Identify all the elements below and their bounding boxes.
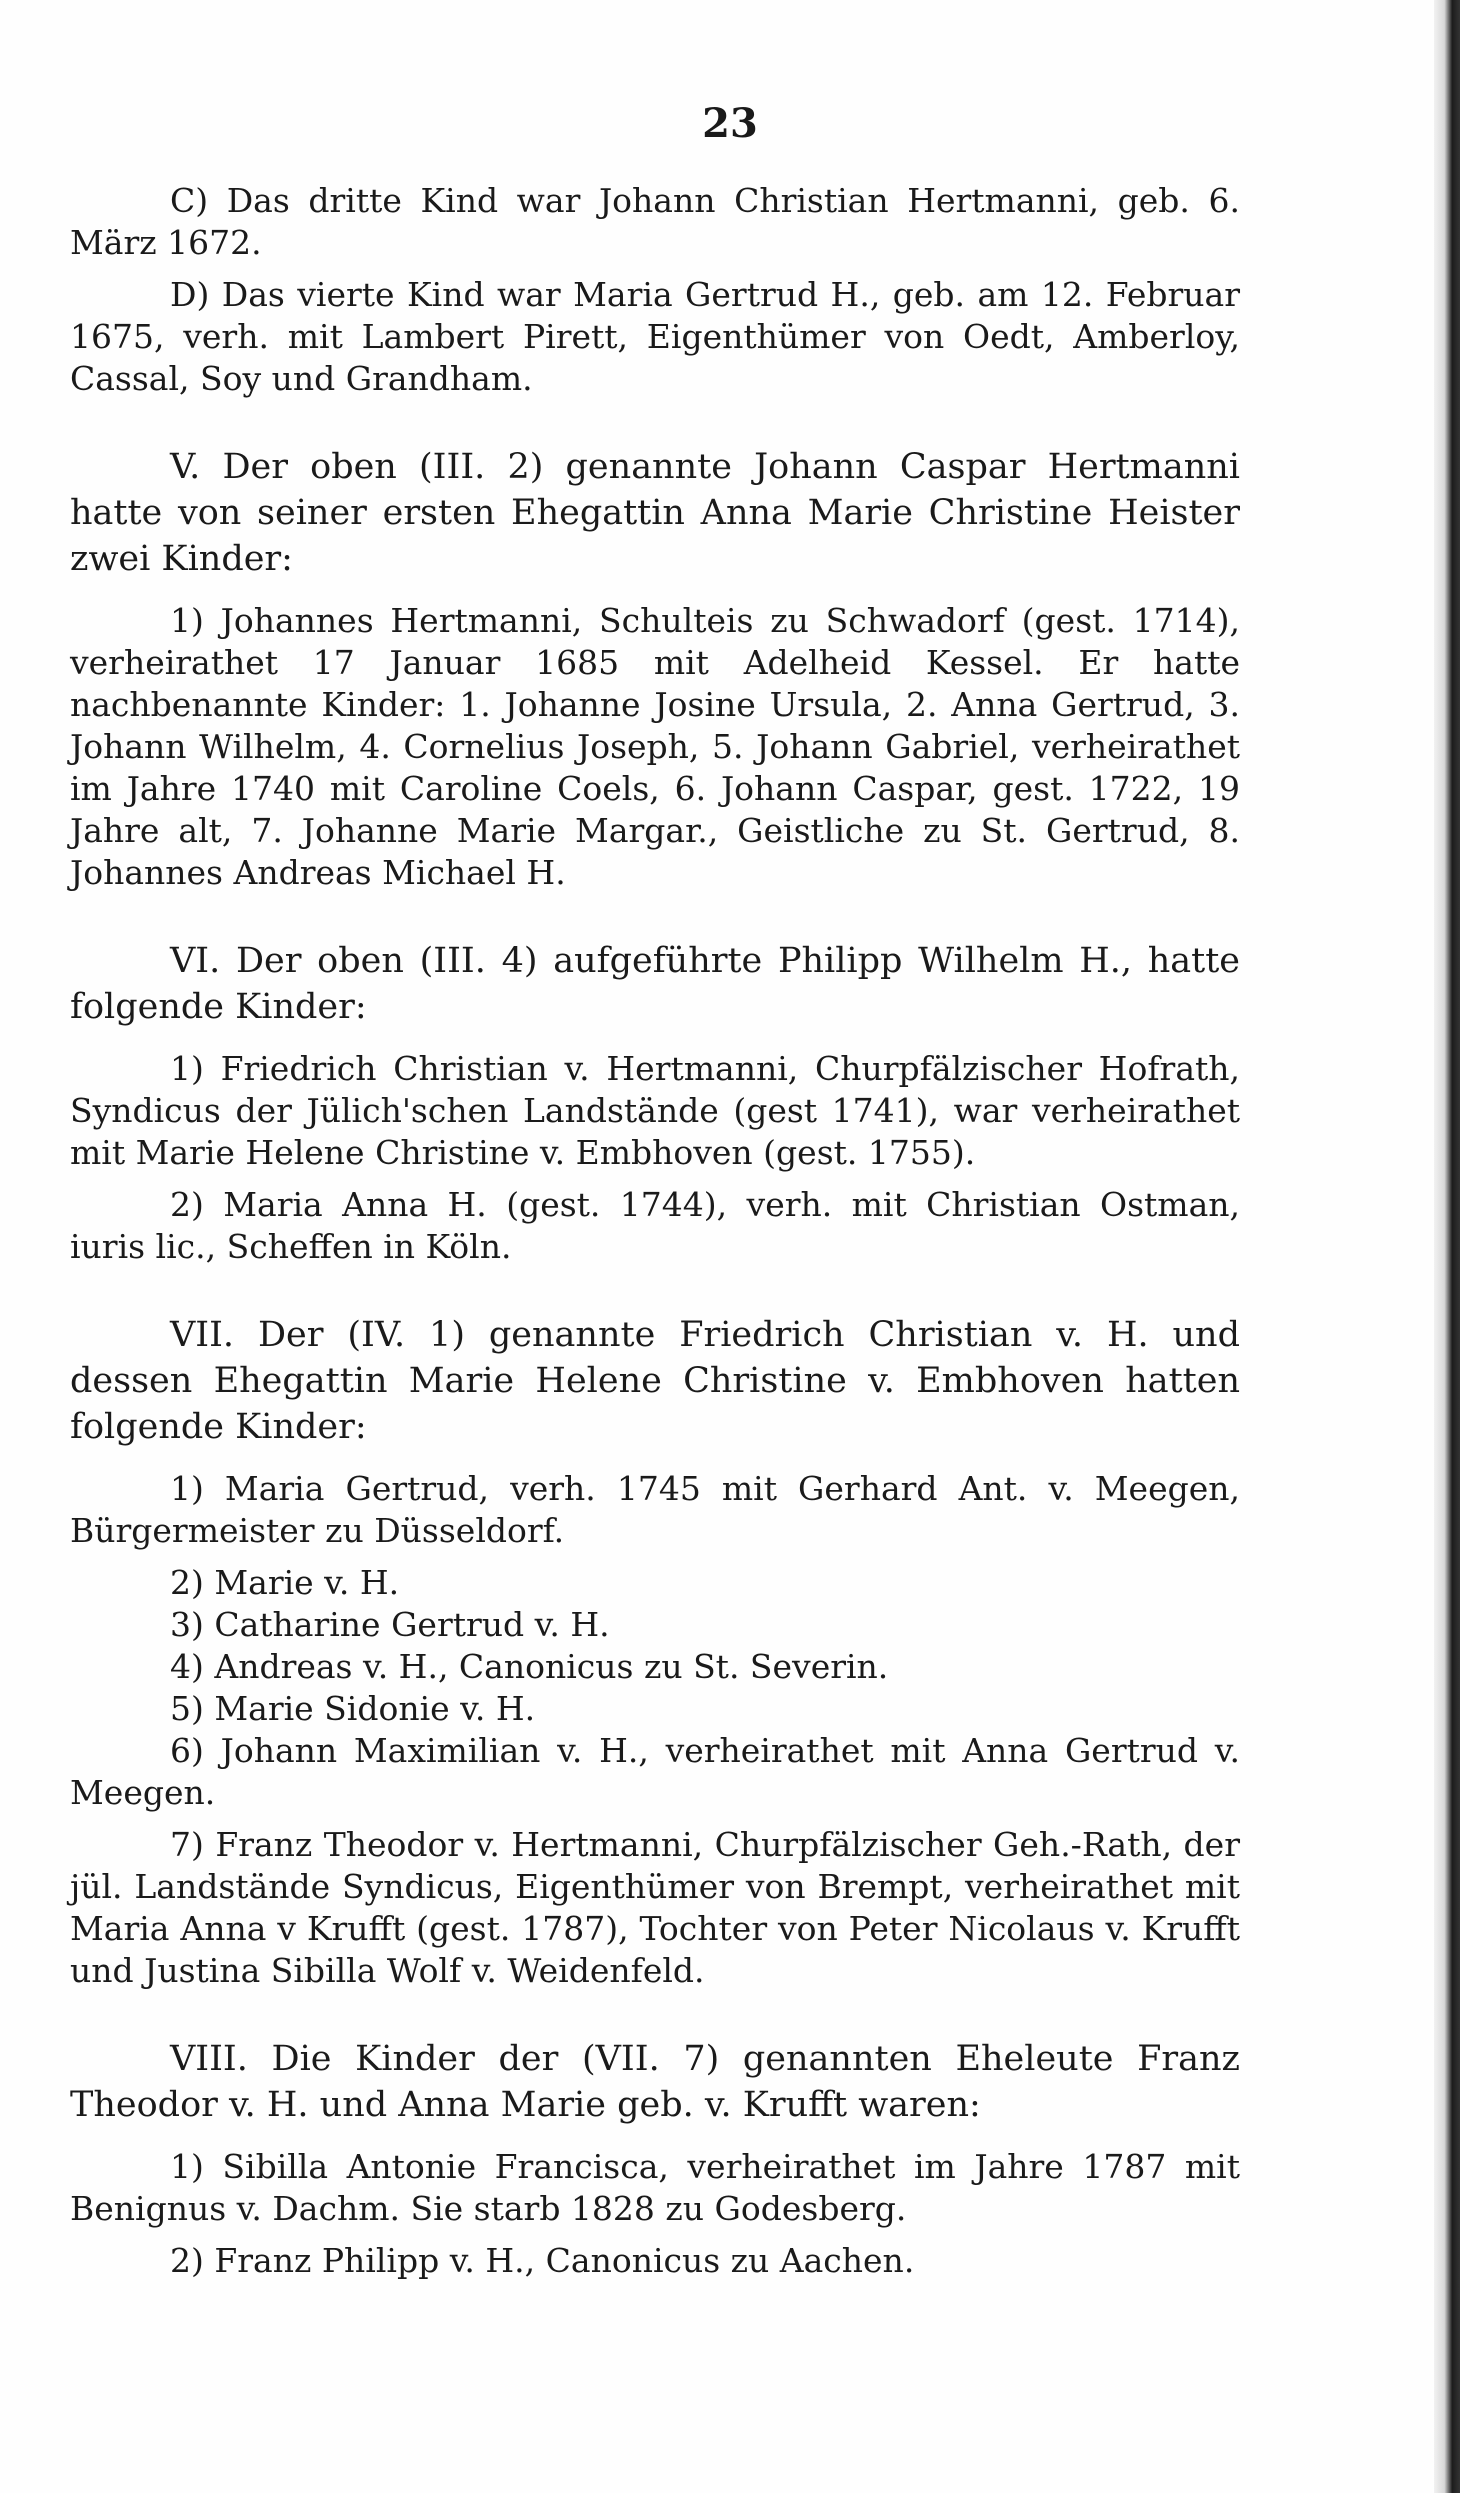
page-edge-shadow (1434, 0, 1460, 2493)
section-vii: VII. Der (IV. 1) genannte Friedrich Christian v. H. und dessen Ehegattin Marie Helene Christine v. Embhoven hatten folgende Kinder: (70, 1315, 1240, 1447)
paragraph-vii-1: 1) Maria Gertrud, verh. 1745 mit Gerhard Ant. v. Meegen, Bürgermeister zu Düsseldorf. (70, 1469, 1240, 1550)
paragraph-v-1: 1) Johannes Hertmanni, Schulteis zu Schwadorf (gest. 1714), verheirathet 17 Januar 1685 mit Adelheid Kessel. Er hatte nachbenannte Kinder: 1. Johanne Josine Ursula, 2. Anna Gertrud, 3. Johann Wilhelm, 4. Cornelius Joseph, 5. Johann Gabriel, verheirathet im Jahre 1740 mit Caroline Coels, 6. Johann Caspar, gest. 1722, 19 Jahre alt, 7. Johanne Marie Margar., Geistliche zu St. Gertrud, 8. Johannes Andreas Michael H. (70, 601, 1240, 892)
paragraph-d: D) Das vierte Kind war Maria Gertrud H., geb. am 12. Februar 1675, verh. mit Lambert Pirett, Eigenthümer von Oedt, Amberloy, Cassal, Soy und Grandham. (70, 275, 1240, 398)
paragraph-viii-1: 1) Sibilla Antonie Francisca, verheirathet im Jahre 1787 mit Benignus v. Dachm. Sie starb 1828 zu Godesberg. (70, 2147, 1240, 2228)
paragraph-viii-2: 2) Franz Philipp v. H., Canonicus zu Aachen. (170, 2241, 915, 2280)
paragraph-vii-6: 6) Johann Maximilian v. H., verheirathet mit Anna Gertrud v. Meegen. (70, 1731, 1240, 1812)
paragraph-vi-2: 2) Maria Anna H. (gest. 1744), verh. mit Christian Ostman, iuris lic., Scheffen in Köln. (70, 1185, 1240, 1266)
paragraph-vii-3: 3) Catharine Gertrud v. H. (170, 1605, 610, 1644)
paragraph-vii-5: 5) Marie Sidonie v. H. (170, 1689, 536, 1728)
section-v: V. Der oben (III. 2) genannte Johann Caspar Hertmanni hatte von seiner ersten Ehegattin Anna Marie Christine Heister zwei Kinder: (70, 447, 1240, 579)
section-vi: VI. Der oben (III. 4) aufgeführte Philipp Wilhelm H., hatte folgende Kinder: (70, 941, 1240, 1027)
paragraph-vii-7: 7) Franz Theodor v. Hertmanni, Churpfälzischer Geh.-Rath, der jül. Landstände Syndicus, Eigenthümer von Brempt, verheirathet mit Maria Anna v Krufft (gest. 1787), Tochter von Peter Nicolaus v. Krufft und Justina Sibilla Wolf v. Weidenfeld. (70, 1825, 1240, 1990)
paragraph-c: C) Das dritte Kind war Johann Christian Hertmanni, geb. 6. März 1672. (70, 181, 1240, 262)
page-number: 23 (702, 100, 758, 147)
paragraph-vii-4: 4) Andreas v. H., Canonicus zu St. Severin. (170, 1647, 889, 1686)
body-text (70, 180, 1240, 2292)
paragraph-vii-2: 2) Marie v. H. (170, 1563, 400, 1602)
paragraph-vi-1: 1) Friedrich Christian v. Hertmanni, Churpfälzischer Hofrath, Syndicus der Jülich'schen Landstände (gest 1741), war verheirathet mit Marie Helene Christine v. Embhoven (gest. 1755). (70, 1049, 1240, 1172)
section-viii: VIII. Die Kinder der (VII. 7) genannten Eheleute Franz Theodor v. H. und Anna Marie geb. v. Krufft waren: (70, 2039, 1240, 2125)
